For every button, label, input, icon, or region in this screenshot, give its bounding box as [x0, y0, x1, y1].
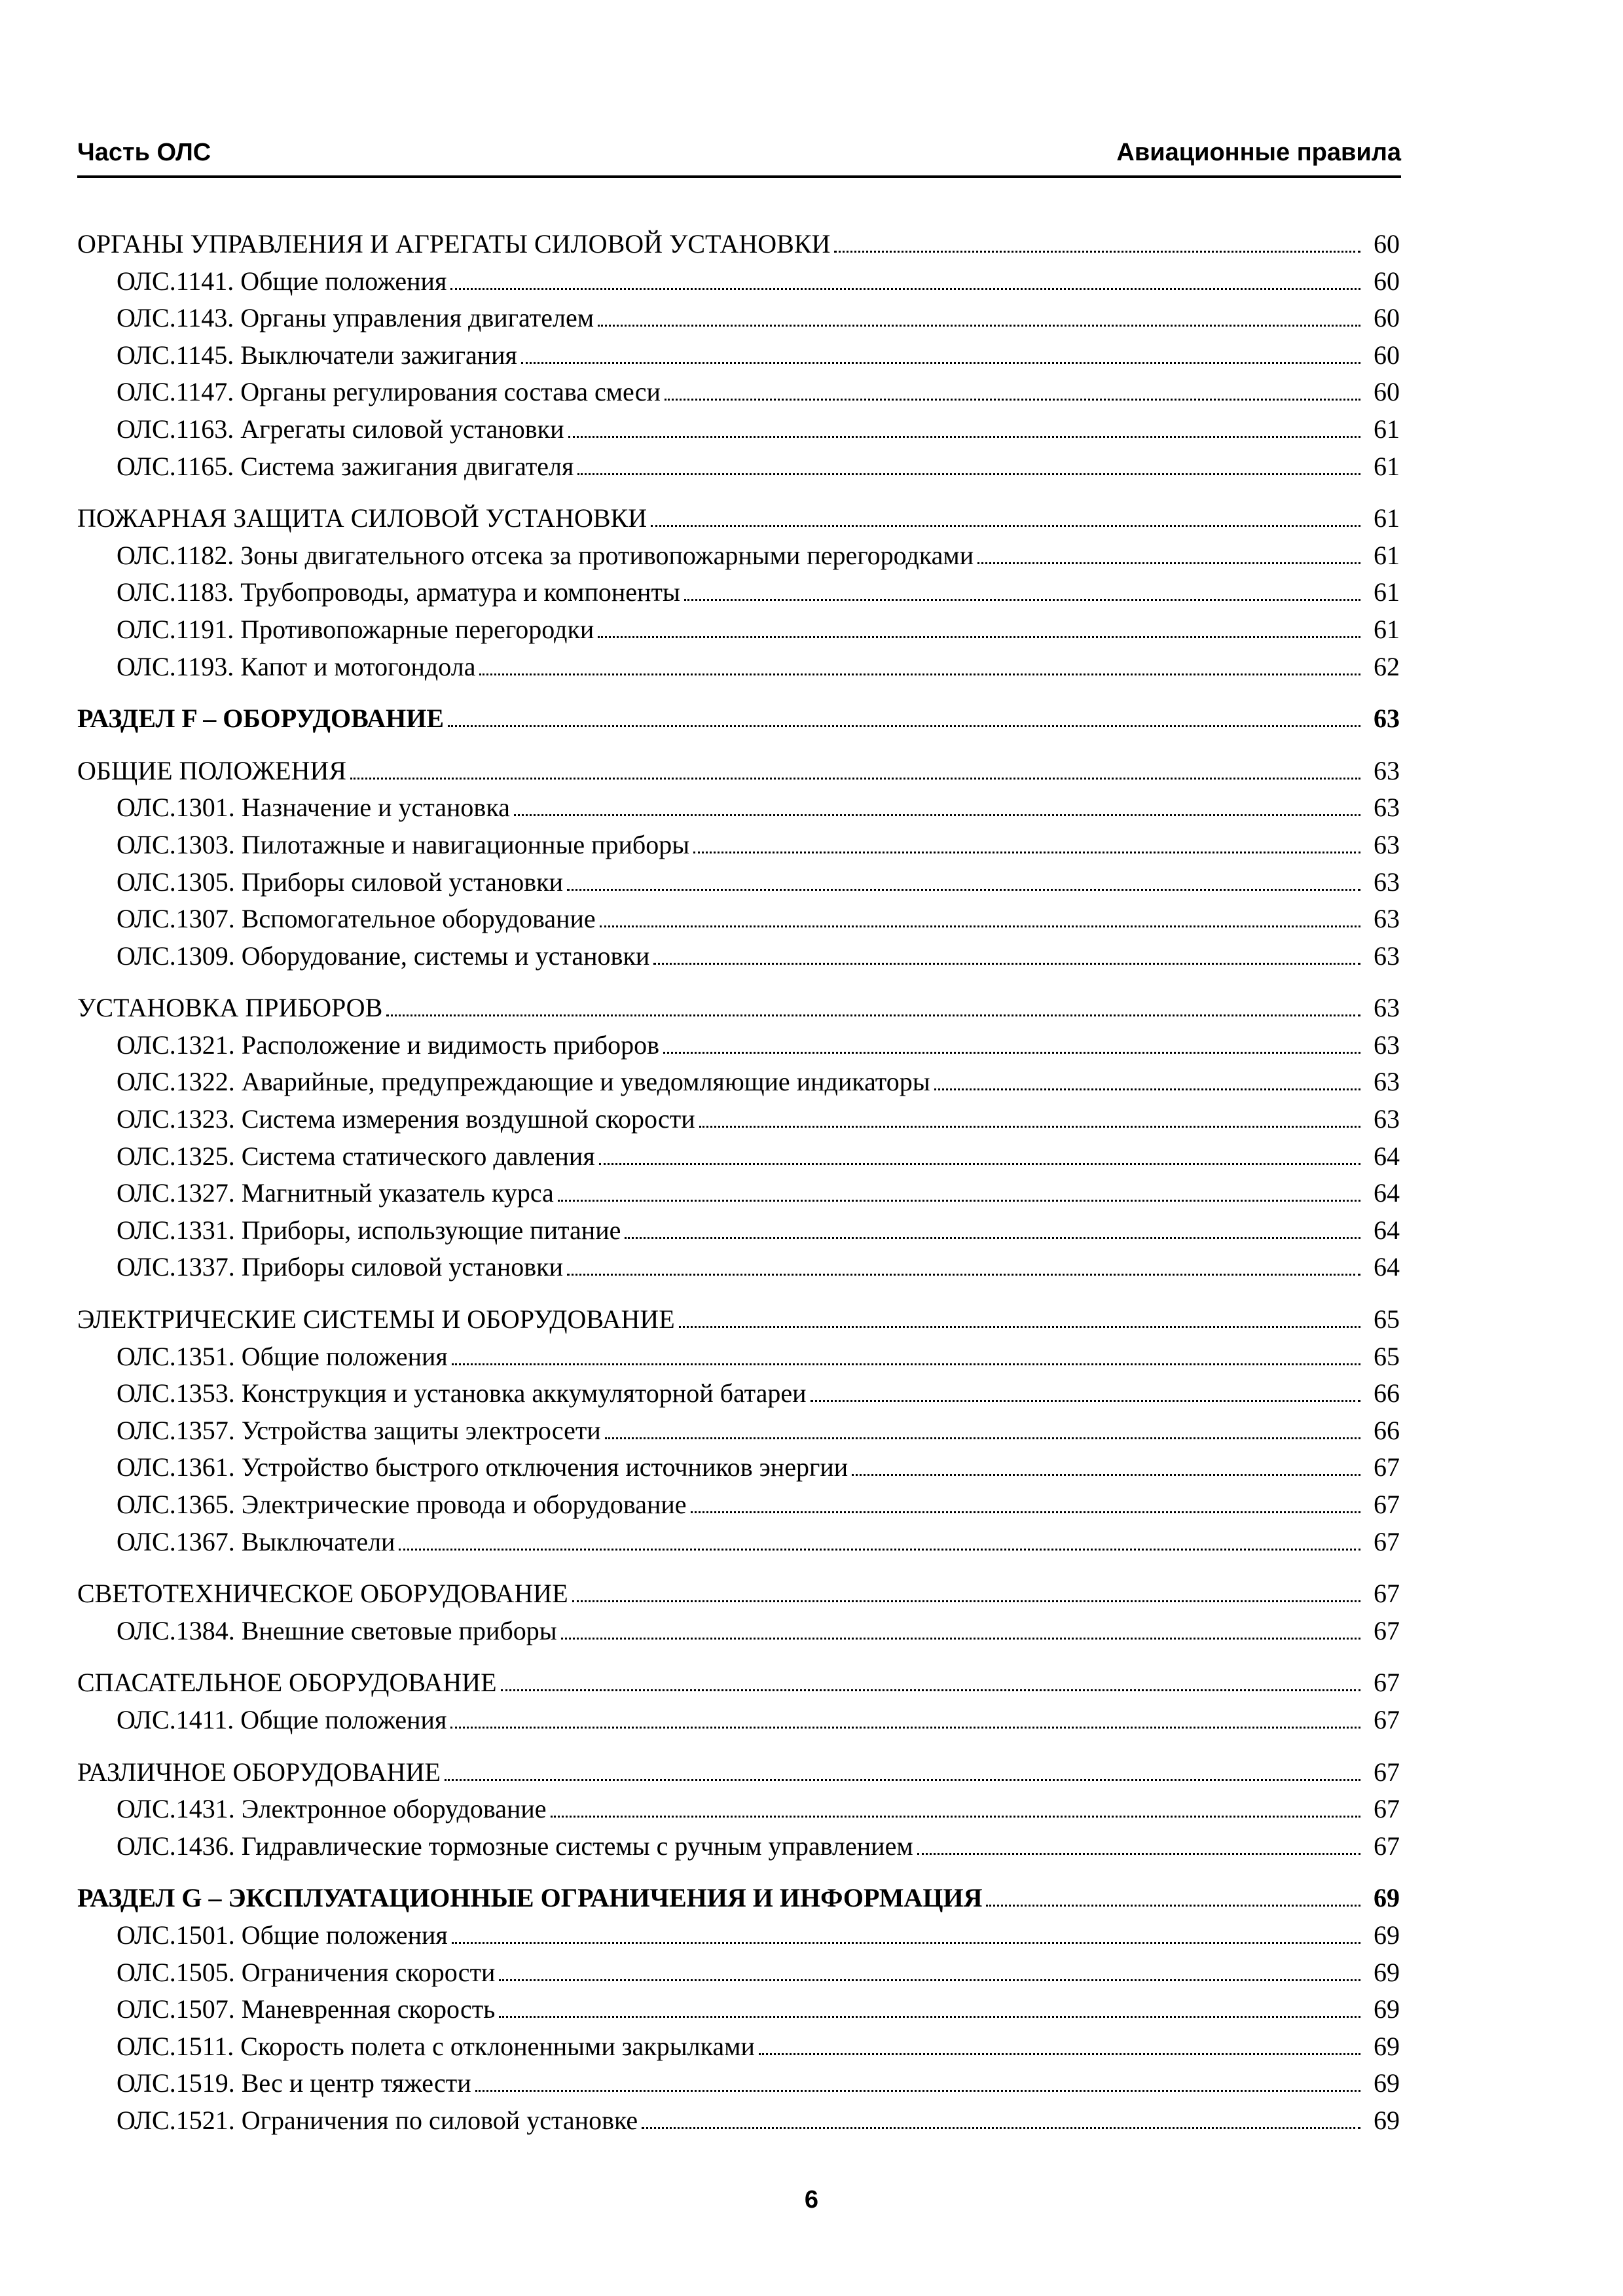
toc-entry-title: ОБЩИЕ ПОЛОЖЕНИЯ	[77, 755, 347, 785]
toc-section	[77, 1575, 1400, 1649]
dot-leader	[475, 2090, 1360, 2092]
toc-entry[interactable]	[77, 1702, 1400, 1739]
toc-entry-title: ОЛС.1327. Магнитный указатель курса	[117, 1178, 554, 1208]
toc-entry[interactable]	[77, 574, 1400, 611]
dot-leader	[679, 1326, 1360, 1328]
toc-entry-title: ОЛС.1321. Расположение и видимость приборов	[117, 1030, 660, 1060]
dot-leader	[514, 814, 1360, 816]
dot-leader	[572, 1600, 1360, 1602]
toc-section	[77, 226, 1400, 485]
dot-leader	[499, 1979, 1360, 1981]
toc-entry-title: ОЛС.1309. Оборудование, системы и установки	[117, 941, 650, 971]
dot-leader	[834, 251, 1360, 253]
toc-entry-page: 67	[1374, 1526, 1400, 1556]
toc-entry-title: ОЛС.1384. Внешние световые приборы	[117, 1615, 557, 1645]
toc-entry-page: 60	[1374, 303, 1400, 333]
dot-leader	[568, 436, 1361, 438]
toc-entry[interactable]	[77, 2102, 1400, 2140]
toc-heading[interactable]	[77, 1575, 1400, 1613]
dot-leader	[479, 673, 1360, 675]
toc-entry-page: 66	[1374, 1415, 1400, 1445]
toc-entry-page: 69	[1374, 2105, 1400, 2135]
dot-leader	[699, 1126, 1360, 1128]
toc-entry-page: 67	[1374, 1757, 1400, 1787]
dot-leader	[499, 2016, 1360, 2018]
toc-section	[77, 1301, 1400, 1560]
toc-entry-page: 67	[1374, 1794, 1400, 1824]
toc-heading[interactable]	[77, 1880, 1400, 1917]
toc-entry-page: 63	[1374, 1030, 1400, 1060]
toc-heading[interactable]	[77, 990, 1400, 1027]
toc-entry-page: 69	[1374, 2068, 1400, 2098]
dot-leader	[934, 1088, 1360, 1090]
dot-leader	[452, 1363, 1360, 1365]
toc-entry-title: ОЛС.1303. Пилотажные и навигационные приборы	[117, 829, 690, 859]
toc-entry-title: СПАСАТЕЛЬНОЕ ОБОРУДОВАНИЕ	[77, 1668, 497, 1698]
dot-leader	[600, 925, 1360, 927]
toc-entry[interactable]	[77, 411, 1400, 448]
toc-entry-page: 61	[1374, 614, 1400, 644]
toc-entry-page: 66	[1374, 1378, 1400, 1408]
toc-entry-title: ОЛС.1307. Вспомогательное оборудование	[117, 904, 596, 934]
toc-entry[interactable]	[77, 1486, 1400, 1524]
toc-entry-title: РАЗДЕЛ F – ОБОРУДОВАНИЕ	[77, 704, 445, 734]
toc-entry-title: ОЛС.1141. Общие положения	[117, 266, 447, 296]
toc-entry-page: 67	[1374, 1452, 1400, 1482]
toc-entry-page: 63	[1374, 941, 1400, 971]
toc-entry[interactable]	[77, 374, 1400, 411]
dot-leader	[448, 725, 1360, 727]
toc-entry[interactable]	[77, 864, 1400, 901]
toc-entry-page: 67	[1374, 1831, 1400, 1861]
toc-entry-title: ОЛС.1331. Приборы, использующие питание	[117, 1215, 621, 1245]
toc-entry-page: 63	[1374, 704, 1400, 734]
toc-entry[interactable]	[77, 1791, 1400, 1828]
toc-heading[interactable]	[77, 1754, 1400, 1791]
toc-entry[interactable]	[77, 537, 1400, 575]
toc-entry-title: ПОЖАРНАЯ ЗАЩИТА СИЛОВОЙ УСТАНОВКИ	[77, 503, 647, 533]
dot-leader	[691, 1511, 1360, 1513]
toc-entry-title: ОЛС.1301. Назначение и установка	[117, 793, 510, 823]
toc-entry[interactable]	[77, 337, 1400, 374]
dot-leader	[598, 325, 1360, 327]
toc-entry-page: 60	[1374, 377, 1400, 407]
dot-leader	[986, 1905, 1360, 1907]
toc-entry-title: ОЛС.1165. Система зажигания двигателя	[117, 451, 574, 481]
toc-section	[77, 700, 1400, 738]
dot-leader	[852, 1474, 1360, 1476]
toc-entry-page: 61	[1374, 503, 1400, 533]
toc-entry-title: УСТАНОВКА ПРИБОРОВ	[77, 993, 383, 1023]
toc-entry[interactable]	[77, 1524, 1400, 1561]
toc-entry-title: ОЛС.1521. Ограничения по силовой установке	[117, 2105, 638, 2135]
dot-leader	[386, 1014, 1360, 1016]
toc-entry-page: 69	[1374, 1957, 1400, 1987]
toc-entry-page: 67	[1374, 1615, 1400, 1645]
toc-entry-page: 65	[1374, 1341, 1400, 1371]
dot-leader	[551, 1816, 1360, 1818]
dot-leader	[665, 399, 1360, 401]
toc-entry-page: 61	[1374, 414, 1400, 444]
dot-leader	[561, 1638, 1360, 1640]
dot-leader	[605, 1437, 1360, 1439]
dot-leader	[450, 288, 1360, 290]
toc-entry-page: 64	[1374, 1215, 1400, 1245]
toc-entry-title: ОЛС.1411. Общие положения	[117, 1704, 447, 1734]
toc-entry-page: 64	[1374, 1252, 1400, 1282]
toc-heading[interactable]	[77, 753, 1400, 790]
toc-entry[interactable]	[77, 1138, 1400, 1175]
toc-entry-title: ОЛС.1351. Общие положения	[117, 1341, 448, 1371]
toc-entry-title: ОЛС.1365. Электрические провода и оборудование	[117, 1490, 687, 1519]
toc-entry[interactable]	[77, 263, 1400, 300]
toc-entry[interactable]	[77, 1212, 1400, 1249]
dot-leader	[811, 1400, 1360, 1402]
toc-entry[interactable]	[77, 1449, 1400, 1486]
toc-entry-page: 61	[1374, 451, 1400, 481]
toc-entry-title: ОЛС.1323. Система измерения воздушной скорости	[117, 1104, 695, 1134]
toc-entry-title: ОЛС.1183. Трубопроводы, арматура и компоненты	[117, 577, 680, 607]
toc-entry-page: 64	[1374, 1178, 1400, 1208]
toc-entry[interactable]	[77, 649, 1400, 686]
toc-heading[interactable]	[77, 1301, 1400, 1338]
toc-entry-page: 69	[1374, 2031, 1400, 2061]
toc-entry-page: 63	[1374, 1104, 1400, 1134]
toc-section	[77, 1754, 1400, 1865]
table-of-contents	[77, 226, 1400, 2155]
header-document-title: Авиационные правила	[1116, 139, 1401, 166]
toc-entry-title: ЭЛЕКТРИЧЕСКИЕ СИСТЕМЫ И ОБОРУДОВАНИЕ	[77, 1304, 675, 1335]
toc-entry[interactable]	[77, 827, 1400, 864]
toc-entry-title: ОРГАНЫ УПРАВЛЕНИЯ И АГРЕГАТЫ СИЛОВОЙ УСТАНОВКИ	[77, 229, 831, 259]
toc-entry[interactable]	[77, 1064, 1400, 1101]
toc-entry[interactable]	[77, 300, 1400, 337]
toc-entry-page: 62	[1374, 651, 1400, 681]
toc-entry-title: ОЛС.1511. Скорость полета с отклоненными закрылками	[117, 2031, 755, 2061]
toc-entry[interactable]	[77, 1027, 1400, 1064]
toc-entry-title: ОЛС.1431. Электронное оборудование	[117, 1794, 547, 1824]
toc-entry-title: ОЛС.1353. Конструкция и установка аккумуляторной батареи	[117, 1378, 807, 1408]
dot-leader	[599, 1163, 1360, 1165]
dot-leader	[917, 1853, 1360, 1855]
toc-entry[interactable]	[77, 1954, 1400, 1992]
toc-entry-page: 60	[1374, 266, 1400, 296]
toc-entry[interactable]	[77, 2065, 1400, 2102]
dot-leader	[567, 1274, 1360, 1276]
toc-entry[interactable]	[77, 1338, 1400, 1376]
toc-entry-page: 63	[1374, 793, 1400, 823]
toc-entry[interactable]	[77, 1101, 1400, 1138]
toc-entry-page: 67	[1374, 1490, 1400, 1519]
toc-entry-title: ОЛС.1505. Ограничения скорости	[117, 1957, 496, 1987]
toc-entry-page: 63	[1374, 993, 1400, 1023]
header-part-label: Часть ОЛС	[77, 139, 211, 166]
toc-entry-title: ОЛС.1519. Вес и центр тяжести	[117, 2068, 471, 2098]
toc-entry[interactable]	[77, 1175, 1400, 1212]
dot-leader	[445, 1779, 1360, 1781]
toc-entry-page: 65	[1374, 1304, 1400, 1335]
toc-entry[interactable]	[77, 1613, 1400, 1650]
toc-entry-page: 60	[1374, 229, 1400, 259]
toc-heading[interactable]	[77, 1664, 1400, 1702]
toc-entry-page: 67	[1374, 1704, 1400, 1734]
toc-entry-page: 63	[1374, 829, 1400, 859]
page-number: 6	[804, 2186, 819, 2214]
toc-entry-title: ОЛС.1322. Аварийные, предупреждающие и уведомляющие индикаторы	[117, 1067, 930, 1097]
toc-heading[interactable]	[77, 700, 1400, 738]
toc-entry-title: ОЛС.1325. Система статического давления	[117, 1141, 595, 1171]
toc-entry-title: ОЛС.1147. Органы регулирования состава смеси	[117, 377, 661, 407]
toc-entry-page: 64	[1374, 1141, 1400, 1171]
toc-entry-title: ОЛС.1436. Гидравлические тормозные системы с ручным управлением	[117, 1831, 913, 1861]
toc-section	[77, 1880, 1400, 2139]
dot-leader	[625, 1237, 1360, 1239]
dot-leader	[399, 1549, 1360, 1551]
toc-entry-page: 67	[1374, 1579, 1400, 1609]
dot-leader	[521, 362, 1360, 364]
dot-leader	[651, 525, 1360, 527]
toc-entry-title: ОЛС.1191. Противопожарные перегородки	[117, 614, 594, 644]
dot-leader	[450, 1727, 1360, 1729]
dot-leader	[653, 963, 1360, 965]
toc-entry-title: ОЛС.1361. Устройство быстрого отключения источников энергии	[117, 1452, 848, 1482]
dot-leader	[684, 599, 1360, 601]
toc-entry-title: ОЛС.1143. Органы управления двигателем	[117, 303, 594, 333]
dot-leader	[598, 636, 1360, 638]
toc-entry-page: 61	[1374, 577, 1400, 607]
page-header	[77, 136, 1401, 178]
dot-leader	[693, 852, 1360, 853]
toc-entry-page: 69	[1374, 1994, 1400, 2024]
dot-leader	[977, 562, 1360, 564]
dot-leader	[350, 778, 1360, 780]
toc-entry-title: ОЛС.1337. Приборы силовой установки	[117, 1252, 563, 1282]
dot-leader	[577, 473, 1360, 475]
dot-leader	[452, 1942, 1360, 1944]
toc-entry-page: 67	[1374, 1668, 1400, 1698]
dot-leader	[663, 1052, 1360, 1054]
toc-entry[interactable]	[77, 611, 1400, 649]
toc-entry[interactable]	[77, 1375, 1400, 1412]
toc-entry-title: РАЗДЕЛ G – ЭКСПЛУАТАЦИОННЫЕ ОГРАНИЧЕНИЯ И ИНФОРМАЦИЯ	[77, 1883, 983, 1913]
dot-leader	[567, 889, 1360, 891]
toc-entry-title: ОЛС.1182. Зоны двигательного отсека за противопожарными перегородками	[117, 540, 974, 570]
toc-entry[interactable]	[77, 448, 1400, 486]
toc-heading[interactable]	[77, 226, 1400, 263]
toc-entry-title: РАЗЛИЧНОЕ ОБОРУДОВАНИЕ	[77, 1757, 441, 1787]
toc-entry-title: ОЛС.1357. Устройства защиты электросети	[117, 1415, 601, 1445]
toc-entry-page: 63	[1374, 867, 1400, 897]
toc-entry-page: 61	[1374, 540, 1400, 570]
toc-section	[77, 753, 1400, 975]
toc-entry[interactable]	[77, 1917, 1400, 1954]
toc-entry[interactable]	[77, 1828, 1400, 1865]
dot-leader	[759, 2053, 1360, 2055]
toc-entry[interactable]	[77, 901, 1400, 938]
toc-entry[interactable]	[77, 938, 1400, 975]
toc-entry-page: 63	[1374, 755, 1400, 785]
toc-heading[interactable]	[77, 500, 1400, 537]
toc-entry-title: ОЛС.1163. Агрегаты силовой установки	[117, 414, 564, 444]
toc-entry[interactable]	[77, 2028, 1400, 2066]
toc-entry-page: 63	[1374, 904, 1400, 934]
toc-entry-page: 63	[1374, 1067, 1400, 1097]
toc-entry-title: ОЛС.1305. Приборы силовой установки	[117, 867, 563, 897]
toc-entry[interactable]	[77, 1412, 1400, 1450]
toc-entry-title: ОЛС.1507. Маневренная скорость	[117, 1994, 496, 2024]
toc-entry[interactable]	[77, 1249, 1400, 1286]
dot-leader	[501, 1689, 1360, 1691]
toc-entry-title: ОЛС.1145. Выключатели зажигания	[117, 340, 517, 370]
toc-entry[interactable]	[77, 789, 1400, 827]
toc-entry-page: 69	[1374, 1920, 1400, 1950]
dot-leader	[558, 1200, 1360, 1202]
dot-leader	[642, 2127, 1360, 2129]
toc-entry[interactable]	[77, 1991, 1400, 2028]
toc-entry-title: ОЛС.1501. Общие положения	[117, 1920, 448, 1950]
toc-section	[77, 1664, 1400, 1738]
toc-section	[77, 990, 1400, 1286]
toc-section	[77, 500, 1400, 685]
toc-entry-title: ОЛС.1367. Выключатели	[117, 1526, 395, 1556]
toc-entry-title: СВЕТОТЕХНИЧЕСКОЕ ОБОРУДОВАНИЕ	[77, 1579, 568, 1609]
toc-entry-title: ОЛС.1193. Капот и мотогондола	[117, 651, 476, 681]
toc-entry-page: 60	[1374, 340, 1400, 370]
toc-entry-page: 69	[1374, 1883, 1400, 1913]
